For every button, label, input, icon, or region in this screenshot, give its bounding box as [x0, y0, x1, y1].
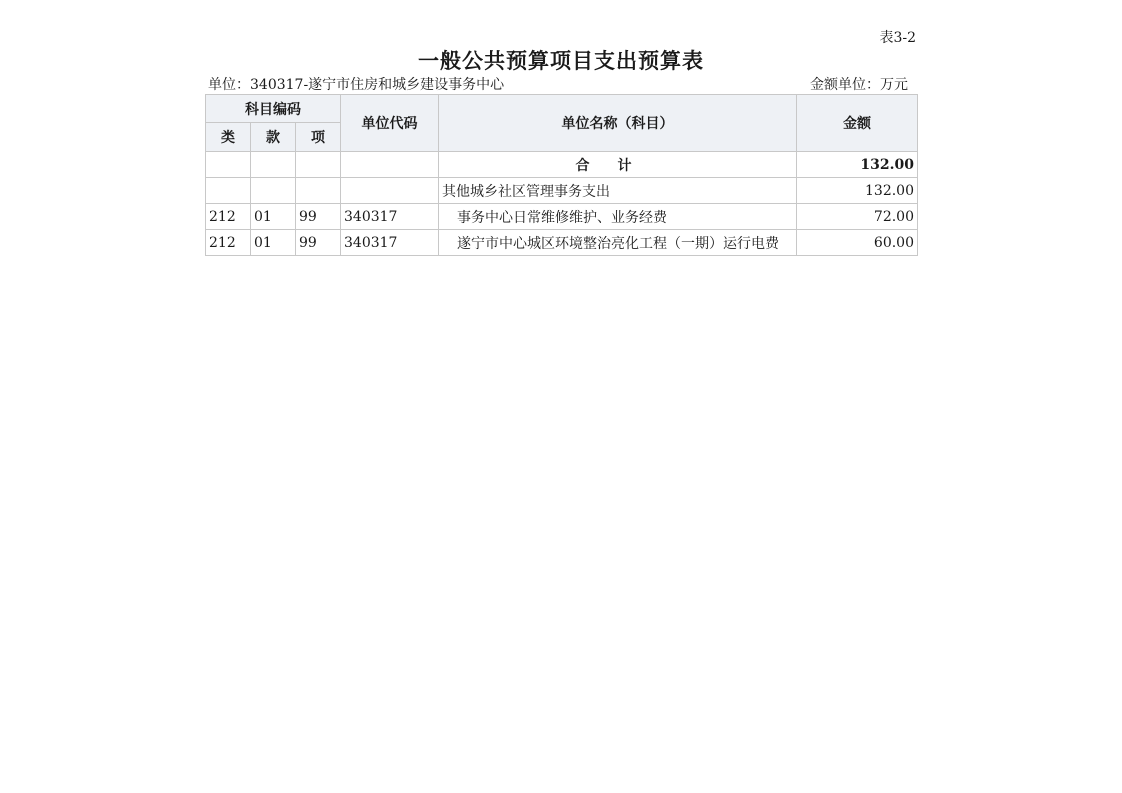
table-row — [206, 178, 918, 204]
header-unit-code: 单位代码 — [341, 95, 439, 152]
total-row — [206, 152, 918, 178]
total-category-cell — [206, 152, 251, 178]
header-amount: 金额 — [797, 95, 918, 152]
table-number: 表3-2 — [879, 30, 916, 46]
row-section: 01 — [251, 204, 296, 230]
header-item: 项 — [296, 123, 341, 152]
total-unit-code-cell — [341, 152, 439, 178]
row-category: 212 — [206, 230, 251, 256]
total-amount: 132.00 — [797, 152, 918, 178]
row-name: 遂宁市中心城区环境整治亮化工程（一期）运行电费 — [439, 230, 797, 256]
row-name: 其他城乡社区管理事务支出 — [439, 178, 797, 204]
row-unit-code: 340317 — [341, 204, 439, 230]
row-amount: 72.00 — [797, 204, 918, 230]
row-unit-code — [341, 178, 439, 204]
row-section: 01 — [251, 230, 296, 256]
total-label: 合计 — [439, 152, 797, 178]
header-section: 款 — [251, 123, 296, 152]
row-item — [296, 178, 341, 204]
row-unit-code: 340317 — [341, 230, 439, 256]
row-section — [251, 178, 296, 204]
header-category: 类 — [206, 123, 251, 152]
row-amount: 132.00 — [797, 178, 918, 204]
row-category — [206, 178, 251, 204]
total-item-cell — [296, 152, 341, 178]
header-unit-name: 单位名称（科目） — [439, 95, 797, 152]
page-title: 一般公共预算项目支出预算表 — [418, 49, 704, 73]
table-row — [206, 204, 918, 230]
row-name: 事务中心日常维修维护、业务经费 — [439, 204, 797, 230]
budget-table — [205, 94, 918, 256]
row-item: 99 — [296, 230, 341, 256]
amount-unit-label: 金额单位：万元 — [810, 77, 908, 93]
unit-line: 单位：340317-遂宁市住房和城乡建设事务中心 — [208, 77, 505, 93]
header-subject-code: 科目编码 — [206, 95, 341, 123]
total-section-cell — [251, 152, 296, 178]
row-amount: 60.00 — [797, 230, 918, 256]
row-category: 212 — [206, 204, 251, 230]
table-row — [206, 230, 918, 256]
row-item: 99 — [296, 204, 341, 230]
